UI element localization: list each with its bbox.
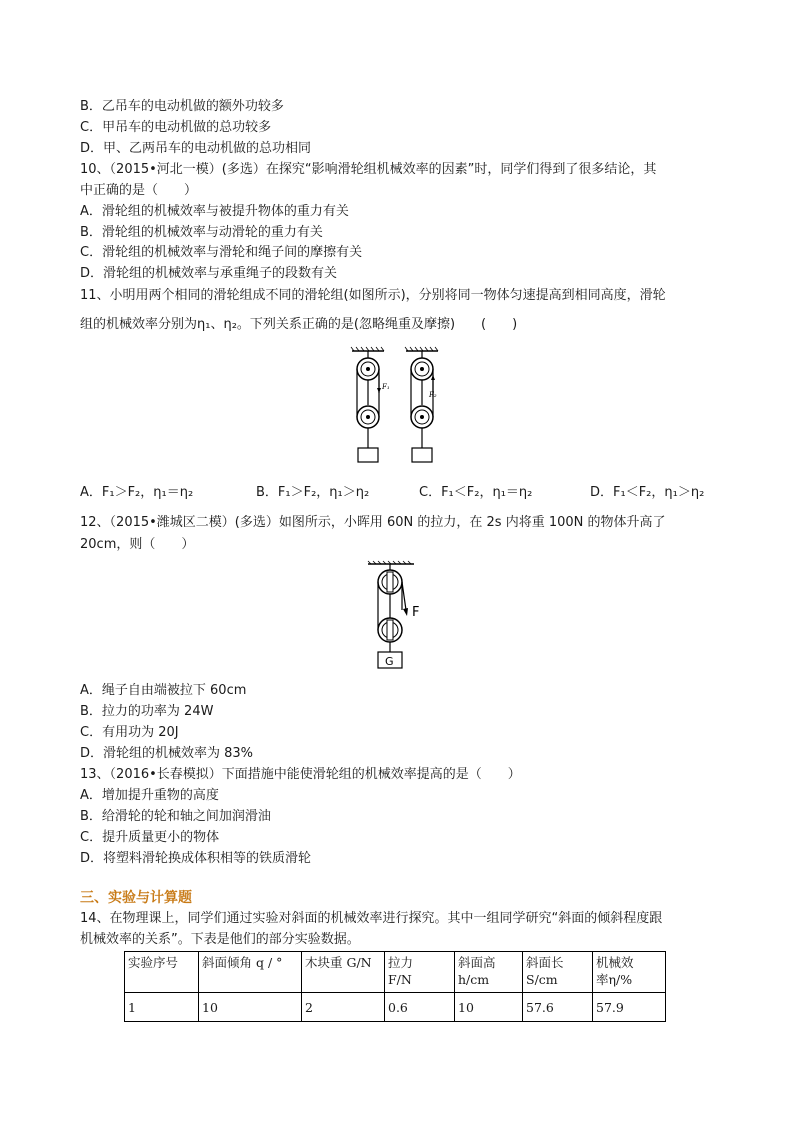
force-label: F <box>412 605 420 620</box>
pulley-system-right <box>411 351 435 462</box>
ceiling-hatch-left <box>351 347 384 351</box>
q12-stem-line-1: 12、（2015•潍城区二模）(多选）如图所示，小晖用 60N 的拉力，在 2s 内将重 100N 的物体升高了 <box>80 515 666 530</box>
q11-option-d: D．F₁＜F₂，η₁＞η₂ <box>590 485 705 500</box>
q13-option-b: B．给滑轮的轮和轴之间加润滑油 <box>80 809 271 824</box>
table-cell: 57.9 <box>593 993 666 1022</box>
q14-stem-line-1: 14、在物理课上，同学们通过实验对斜面的机械效率进行探究。其中一组同学研究“斜面的倾斜程度跟 <box>80 911 663 926</box>
q9-option-c: C．甲吊车的电动机做的总功较多 <box>80 120 272 135</box>
ceiling-hatch-right <box>405 347 438 351</box>
pulley-system-left <box>357 351 381 462</box>
q10-option-a: A．滑轮组的机械效率与被提升物体的重力有关 <box>80 204 349 219</box>
q11-stem-line-2: 组的机械效率分别为η₁、η₂。下列关系正确的是(忽略绳重及摩擦) ( ) <box>80 317 518 332</box>
q13-option-a: A．增加提升重物的高度 <box>80 788 219 803</box>
q12-pulley-figure <box>362 560 442 672</box>
table-header-row <box>125 952 666 993</box>
q14-stem-line-2: 机械效率的关系”。下表是他们的部分实验数据。 <box>80 932 360 947</box>
q11-stem-line-1: 11、小明用两个相同的滑轮组成不同的滑轮组(如图所示)，分别将同一物体匀速提高到相同高度，滑轮 <box>80 288 666 303</box>
q10-option-c: C．滑轮组的机械效率与滑轮和绳子间的摩擦有关 <box>80 245 363 260</box>
table-cell: 10 <box>455 993 523 1022</box>
pulley-system <box>378 564 408 668</box>
table-cell: 2 <box>302 993 385 1022</box>
weight-label: G <box>385 655 394 668</box>
q13-option-c: C．提升质量更小的物体 <box>80 830 220 845</box>
f1-label: F₁ <box>382 383 390 391</box>
q10-stem-line-2: 中正确的是（ ） <box>80 183 198 198</box>
q13-option-d: D．将塑料滑轮换成体积相等的铁质滑轮 <box>80 851 312 866</box>
table-cell: 10 <box>199 993 302 1022</box>
table-row <box>125 993 666 1022</box>
table-cell: 1 <box>125 993 199 1022</box>
q13-stem: 13、（2016•长春模拟）下面措施中能使滑轮组的机械效率提高的是（ ） <box>80 767 521 782</box>
q9-option-b: B．乙吊车的电动机做的额外功较多 <box>80 99 284 114</box>
q10-stem-line-1: 10、（2015•河北一模）(多选）在探究“影响滑轮组机械效率的因素”时，同学们得到了很多结论，其 <box>80 162 657 177</box>
q12-option-b: B．拉力的功率为 24W <box>80 704 214 719</box>
q12-option-a: A．绳子自由端被拉下 60cm <box>80 683 247 698</box>
table-header-cell: 拉力 F/N <box>385 952 455 993</box>
section-title: 三、实验与计算题 <box>80 890 192 906</box>
q11-pulley-figure <box>340 345 450 465</box>
table-header-cell: 实验序号 <box>125 952 199 993</box>
q10-option-b: B．滑轮组的机械效率与动滑轮的重力有关 <box>80 225 323 240</box>
q9-option-d: D．甲、乙两吊车的电动机做的总功相同 <box>80 141 312 156</box>
q11-option-a: A．F₁＞F₂，η₁＝η₂ <box>80 485 194 500</box>
q10-option-d: D．滑轮组的机械效率与承重绳子的段数有关 <box>80 266 338 281</box>
q12-stem-line-2: 20cm，则（ ） <box>80 537 195 552</box>
table-header-cell: 木块重 G/N <box>302 952 385 993</box>
q12-option-d: D．滑轮组的机械效率为 83% <box>80 746 254 761</box>
table-header-cell: 斜面长 S/cm <box>523 952 593 993</box>
table-header-cell: 斜面倾角 q / ° <box>199 952 302 993</box>
q11-option-b: B．F₁＞F₂，η₁＞η₂ <box>256 485 370 500</box>
table-cell: 57.6 <box>523 993 593 1022</box>
table-header-cell: 机械效 率η/% <box>593 952 666 993</box>
ceiling-hatch <box>368 561 414 564</box>
experiment-table <box>124 951 666 1022</box>
table-header-cell: 斜面高 h/cm <box>455 952 523 993</box>
f2-label: F₂ <box>429 391 437 399</box>
q11-option-c: C．F₁＜F₂，η₁＝η₂ <box>419 485 533 500</box>
table-cell: 0.6 <box>385 993 455 1022</box>
q12-option-c: C．有用功为 20J <box>80 725 179 740</box>
